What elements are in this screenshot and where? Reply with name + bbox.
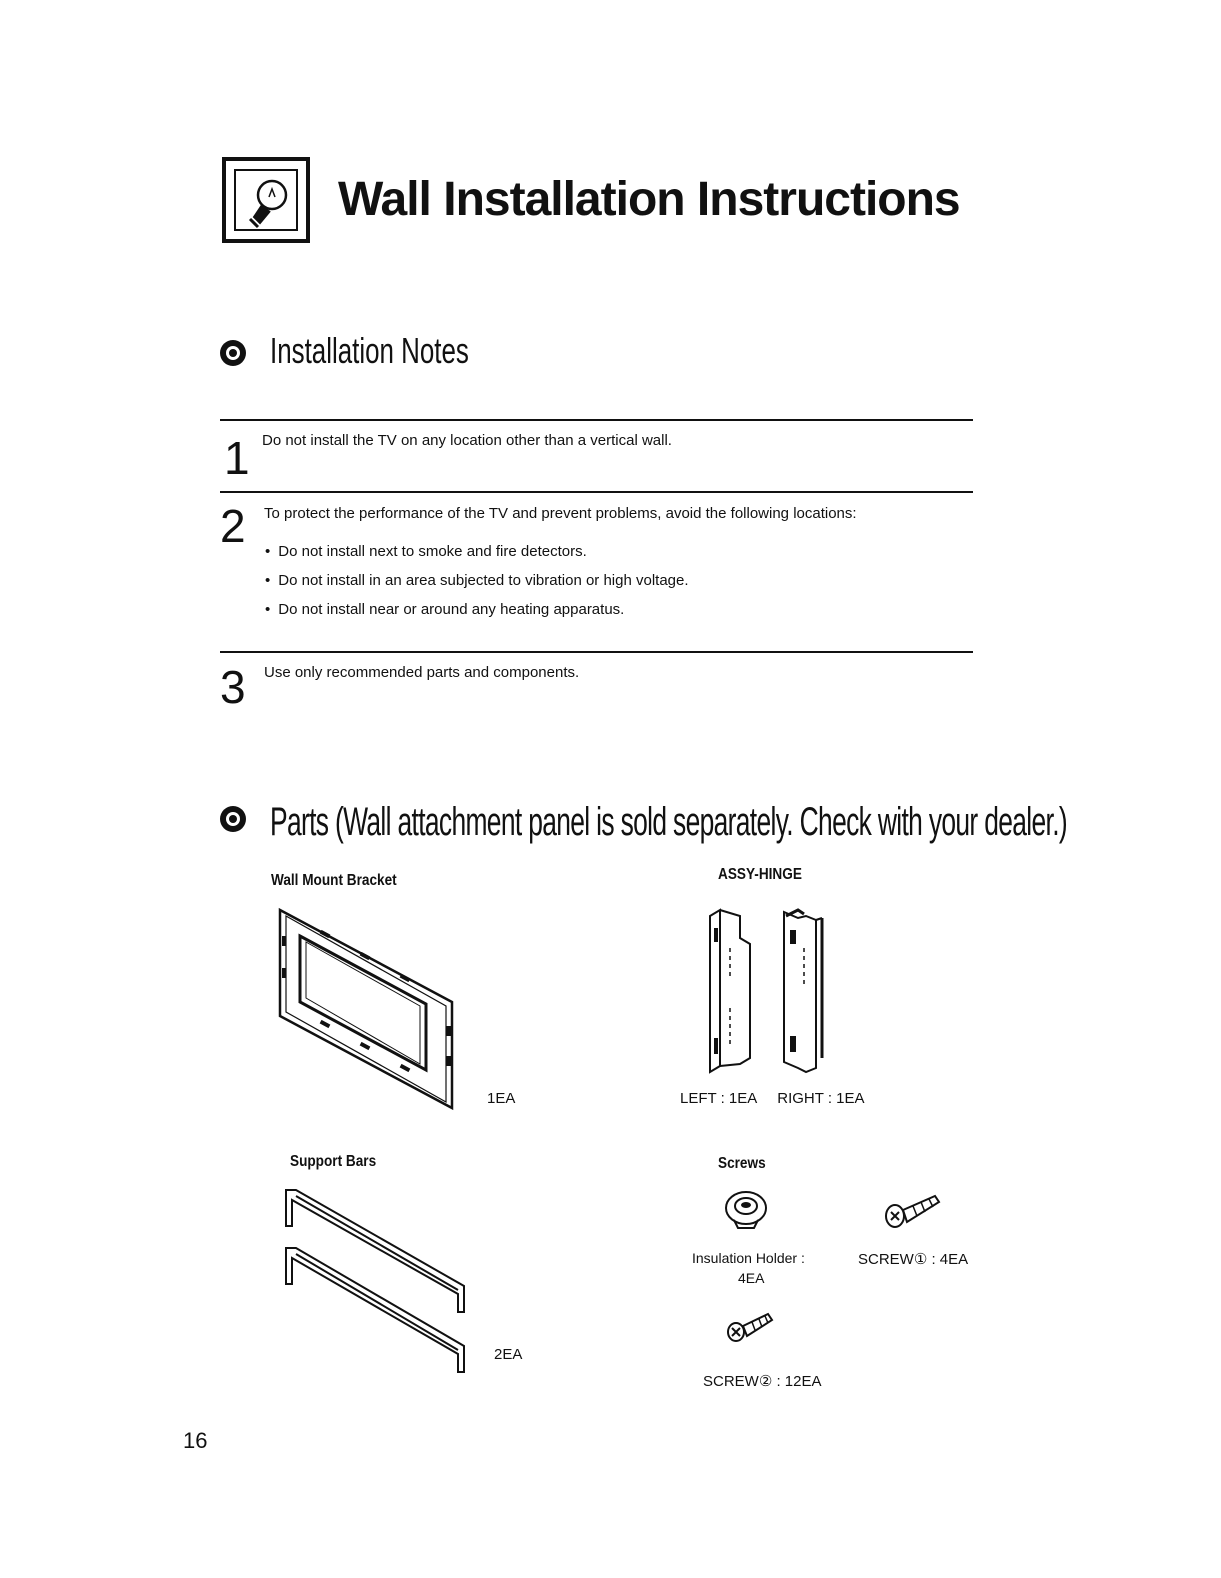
note-number-2: 2 <box>220 500 246 552</box>
note-text-3: Use only recommended parts and components. <box>264 664 580 681</box>
wall-mount-bracket-label: Wall Mount Bracket <box>271 872 397 889</box>
wall-mount-bracket-illustration <box>276 906 458 1112</box>
installation-notes-heading: Installation Notes <box>270 330 469 371</box>
screw-2-qty: SCREW② : 12EA <box>703 1373 822 1390</box>
parts-heading: Parts (Wall attachment panel is sold separately. Check with your dealer.) <box>270 800 1068 844</box>
screw-1-icon <box>883 1192 943 1232</box>
divider <box>220 491 973 493</box>
assy-hinge-qty: LEFT : 1EA RIGHT : 1EA <box>680 1090 865 1107</box>
divider <box>220 419 973 421</box>
wall-mount-bracket-qty: 1EA <box>487 1090 516 1107</box>
screw-2-icon <box>726 1310 774 1344</box>
note-text-2: To protect the performance of the TV and prevent problems, avoid the following locations: <box>264 505 857 522</box>
divider <box>220 651 973 653</box>
section-bullet-icon <box>220 340 246 366</box>
assy-hinge-illustration <box>706 908 832 1074</box>
section-bullet-icon <box>220 806 246 832</box>
note-number-3: 3 <box>220 661 246 713</box>
insulation-holder-qty: 4EA <box>738 1270 765 1286</box>
list-item: • Do not install next to smoke and fire detectors. <box>265 543 689 572</box>
list-item: • Do not install near or around any heating apparatus. <box>265 601 689 630</box>
page-title: Wall Installation Instructions <box>338 173 960 226</box>
assy-hinge-label: ASSY-HINGE <box>718 866 802 883</box>
lightbulb-icon <box>236 171 304 237</box>
support-bars-qty: 2EA <box>494 1346 523 1363</box>
insulation-holder-icon <box>722 1188 770 1232</box>
note-2-bullet-list <box>265 543 689 630</box>
screws-label: Screws <box>718 1155 766 1172</box>
insulation-holder-label: Insulation Holder : <box>692 1250 805 1266</box>
list-item: • Do not install in an area subjected to vibration or high voltage. <box>265 572 689 601</box>
support-bars-label: Support Bars <box>290 1153 377 1170</box>
note-number-1: 1 <box>224 432 250 484</box>
support-bars-illustration <box>282 1186 472 1376</box>
note-text-1: Do not install the TV on any location other than a vertical wall. <box>262 432 672 449</box>
page-number: 16 <box>183 1428 208 1453</box>
title-lightbulb-icon <box>222 157 310 243</box>
screw-1-qty: SCREW① : 4EA <box>858 1251 969 1268</box>
